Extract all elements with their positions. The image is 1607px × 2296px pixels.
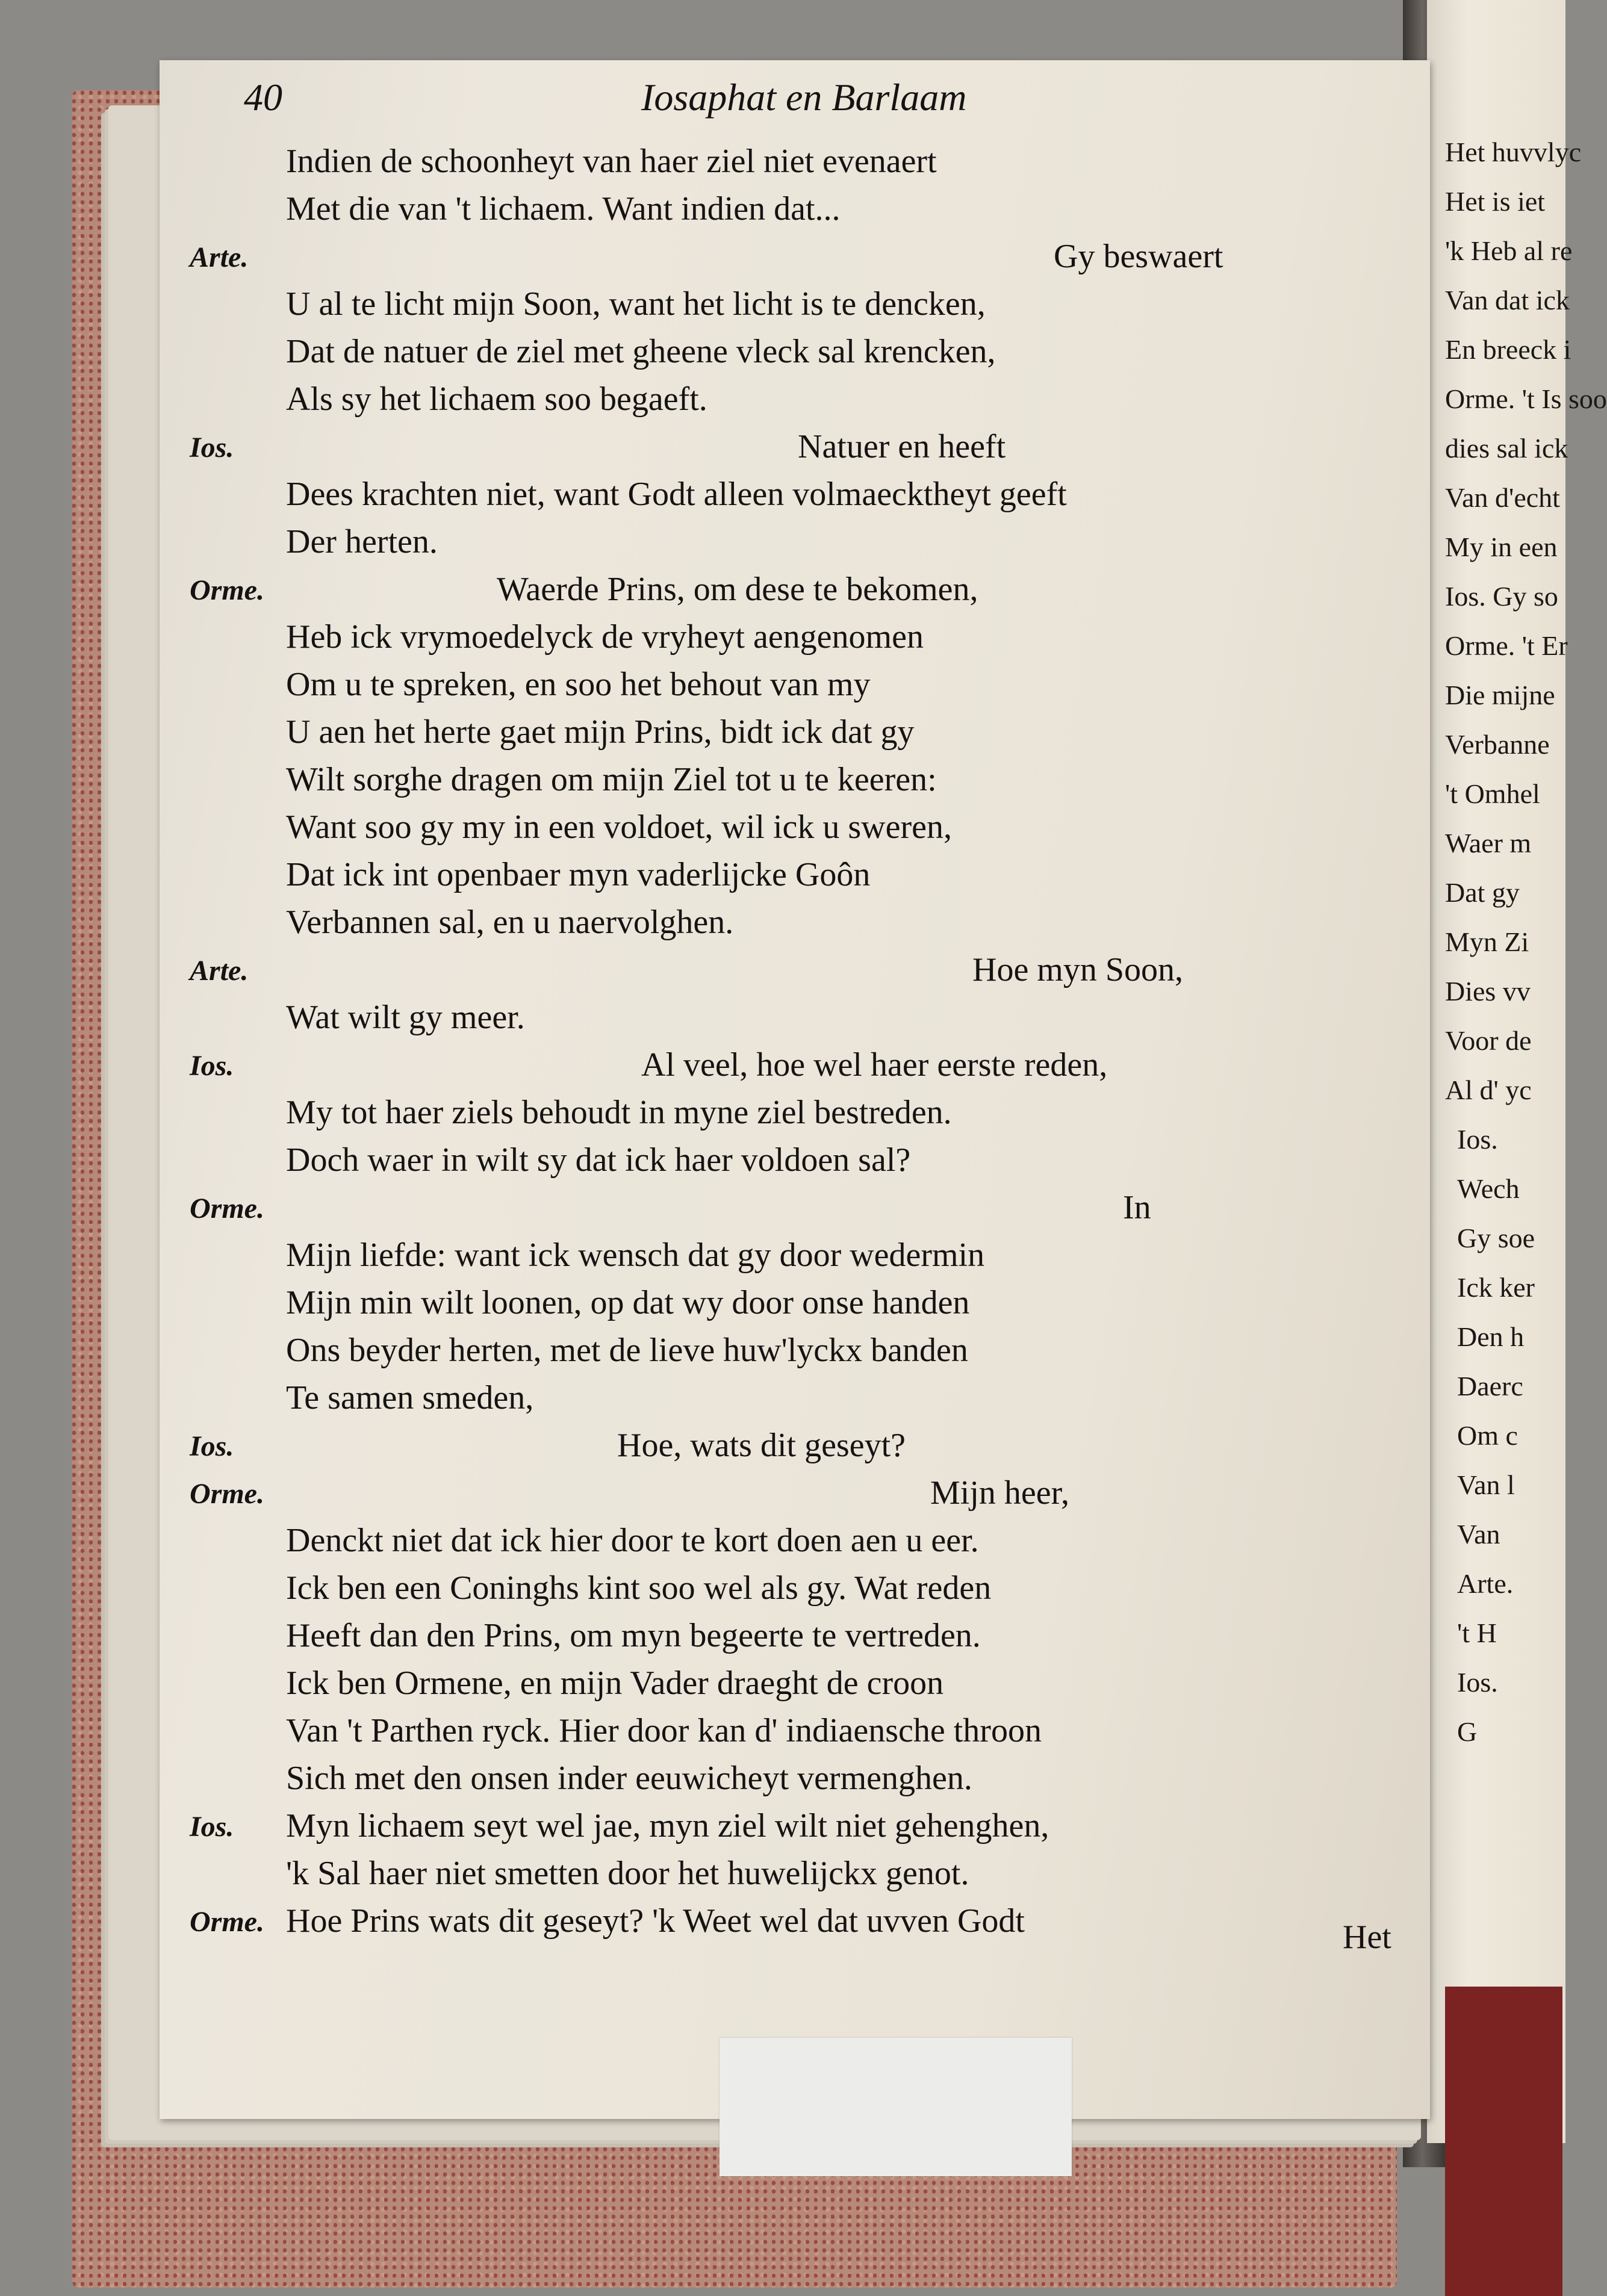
right-page-fragment: Ios. <box>1457 1124 1498 1155</box>
right-page-fragment: Van dat ick <box>1445 285 1570 315</box>
speaker-label: Ios. <box>190 432 234 464</box>
right-page <box>1427 0 1607 2143</box>
right-page-fragment: Dies vv <box>1445 976 1531 1007</box>
catchword: Het <box>1343 1919 1391 1956</box>
verse-line: Wat wilt gy meer. <box>286 999 525 1036</box>
right-page-fragment: 'k Heb al re <box>1445 235 1573 266</box>
verse-line: Dees krachten niet, want Godt alleen volmaecktheyt geeft <box>286 476 1067 513</box>
right-page-fragment: Den h <box>1457 1321 1525 1352</box>
verse-line: Myn lichaem seyt wel jae, myn ziel wilt niet gehenghen, <box>286 1807 1049 1845</box>
verse-line: U al te licht mijn Soon, want het licht is te dencken, <box>286 285 986 323</box>
right-page-fragment: 't H <box>1457 1618 1497 1648</box>
right-cover-edge <box>1445 1987 1562 2296</box>
verse-line: U aen het herte gaet mijn Prins, bidt ick dat gy <box>286 713 915 751</box>
speaker-label: Ios. <box>190 1050 234 1082</box>
right-page-fragment: Al d' yc <box>1445 1075 1532 1105</box>
verse-line: Heeft dan den Prins, om myn begeerte te vertreden. <box>286 1617 981 1654</box>
verse-line: Hoe myn Soon, <box>972 951 1183 988</box>
speaker-label: Ios. <box>190 1430 234 1462</box>
verse-line: Indien de schoonheyt van haer ziel niet evenaert <box>286 143 937 180</box>
right-page-fragment: Van l <box>1457 1469 1515 1500</box>
right-page-fragment: Het huvvlyc <box>1445 137 1582 167</box>
right-page-fragment: dies sal ick <box>1445 433 1568 464</box>
right-page-fragment: My in een <box>1445 532 1558 562</box>
right-page-fragment: Wech <box>1457 1173 1520 1204</box>
right-page-fragment: Ick ker <box>1457 1272 1535 1303</box>
right-page-fragment: Verbanne <box>1445 729 1550 760</box>
speaker-label: Orme. <box>190 1906 264 1938</box>
verse-line: Der herten. <box>286 523 438 560</box>
speaker-label: Ios. <box>190 1811 234 1843</box>
library-label <box>720 2038 1072 2176</box>
verse-line: Ick ben een Coninghs kint soo wel als gy. Wat reden <box>286 1569 992 1607</box>
right-page-fragment: 't Omhel <box>1445 778 1540 809</box>
verse-line: Al veel, hoe wel haer eerste reden, <box>641 1046 1108 1084</box>
verse-line: Hoe Prins wats dit geseyt? 'k Weet wel dat uvven Godt <box>286 1902 1025 1940</box>
verse-line: Dat de natuer de ziel met gheene vleck sal krencken, <box>286 333 996 370</box>
left-page <box>160 60 1430 2119</box>
right-page-fragment: Om c <box>1457 1420 1518 1451</box>
right-page-fragment: Dat gy <box>1445 877 1520 908</box>
speaker-label: Arte. <box>190 241 249 273</box>
right-page-fragment: Waer m <box>1445 828 1532 858</box>
verse-line: Denckt niet dat ick hier door te kort doen aen u eer. <box>286 1522 979 1559</box>
right-page-fragment: Ios. Gy so <box>1445 581 1558 612</box>
verse-line: Hoe, wats dit geseyt? <box>617 1427 906 1464</box>
right-page-fragment: Daerc <box>1457 1371 1523 1401</box>
verse-line: Want soo gy my in een voldoet, wil ick u sweren, <box>286 808 952 846</box>
verse-line: Mijn heer, <box>930 1474 1070 1512</box>
verse-line: Wilt sorghe dragen om mijn Ziel tot u te keeren: <box>286 761 937 798</box>
verse-line: Doch waer in wilt sy dat ick haer voldoen sal? <box>286 1141 911 1179</box>
speaker-label: Orme. <box>190 1193 264 1224</box>
right-page-fragment: En breeck i <box>1445 334 1571 365</box>
verse-line: Mijn liefde: want ick wensch dat gy door wedermin <box>286 1236 985 1274</box>
verse-line: Natuer en heeft <box>798 428 1006 465</box>
right-page-fragment: Voor de <box>1445 1025 1532 1056</box>
right-page-fragment: Gy soe <box>1457 1223 1535 1253</box>
verse-line: My tot haer ziels behoudt in myne ziel bestreden. <box>286 1094 952 1131</box>
page-number: 40 <box>244 76 282 119</box>
right-page-fragment: Myn Zi <box>1445 926 1529 957</box>
verse-line: Mijn min wilt loonen, op dat wy door onse handen <box>286 1284 970 1321</box>
running-title: Iosaphat en Barlaam <box>641 76 967 119</box>
speaker-label: Orme. <box>190 1478 264 1510</box>
verse-line: Om u te spreken, en soo het behout van my <box>286 666 871 703</box>
verse-line: Heb ick vrymoedelyck de vryheyt aengenomen <box>286 618 924 656</box>
right-page-fragment: Die mijne <box>1445 680 1555 710</box>
right-page-fragment: Van d'echt <box>1445 482 1560 513</box>
verse-line: Waerde Prins, om dese te bekomen, <box>497 571 978 608</box>
verse-line: 'k Sal haer niet smetten door het huwelijckx genot. <box>286 1855 969 1892</box>
verse-line: Ons beyder herten, met de lieve huw'lyckx banden <box>286 1332 968 1369</box>
verse-line: Te samen smeden, <box>286 1379 534 1416</box>
right-page-fragment: Orme. 't Is soo <box>1445 383 1607 414</box>
speaker-label: Orme. <box>190 574 264 606</box>
verse-line: Ick ben Ormene, en mijn Vader draeght de croon <box>286 1665 944 1702</box>
speaker-label: Arte. <box>190 955 249 987</box>
verse-line: Gy beswaert <box>1054 238 1223 275</box>
right-page-fragment: Van <box>1457 1519 1500 1550</box>
verse-line: Met die van 't lichaem. Want indien dat... <box>286 190 841 228</box>
verse-line: Van 't Parthen ryck. Hier door kan d' indiaensche throon <box>286 1712 1042 1749</box>
right-page-fragment: Orme. 't Er <box>1445 630 1568 661</box>
verse-line: Sich met den onsen inder eeuwicheyt vermenghen. <box>286 1760 972 1797</box>
right-page-fragment: Arte. <box>1457 1568 1514 1599</box>
right-page-fragment: Het is iet <box>1445 186 1546 217</box>
right-page-fragment: G <box>1457 1716 1478 1747</box>
verse-line: Verbannen sal, en u naervolghen. <box>286 904 734 941</box>
right-page-fragment: Ios. <box>1457 1667 1498 1698</box>
verse-line: In <box>1123 1189 1151 1226</box>
verse-line: Dat ick int openbaer myn vaderlijcke Goôn <box>286 856 871 893</box>
verse-line: Als sy het lichaem soo begaeft. <box>286 380 707 418</box>
